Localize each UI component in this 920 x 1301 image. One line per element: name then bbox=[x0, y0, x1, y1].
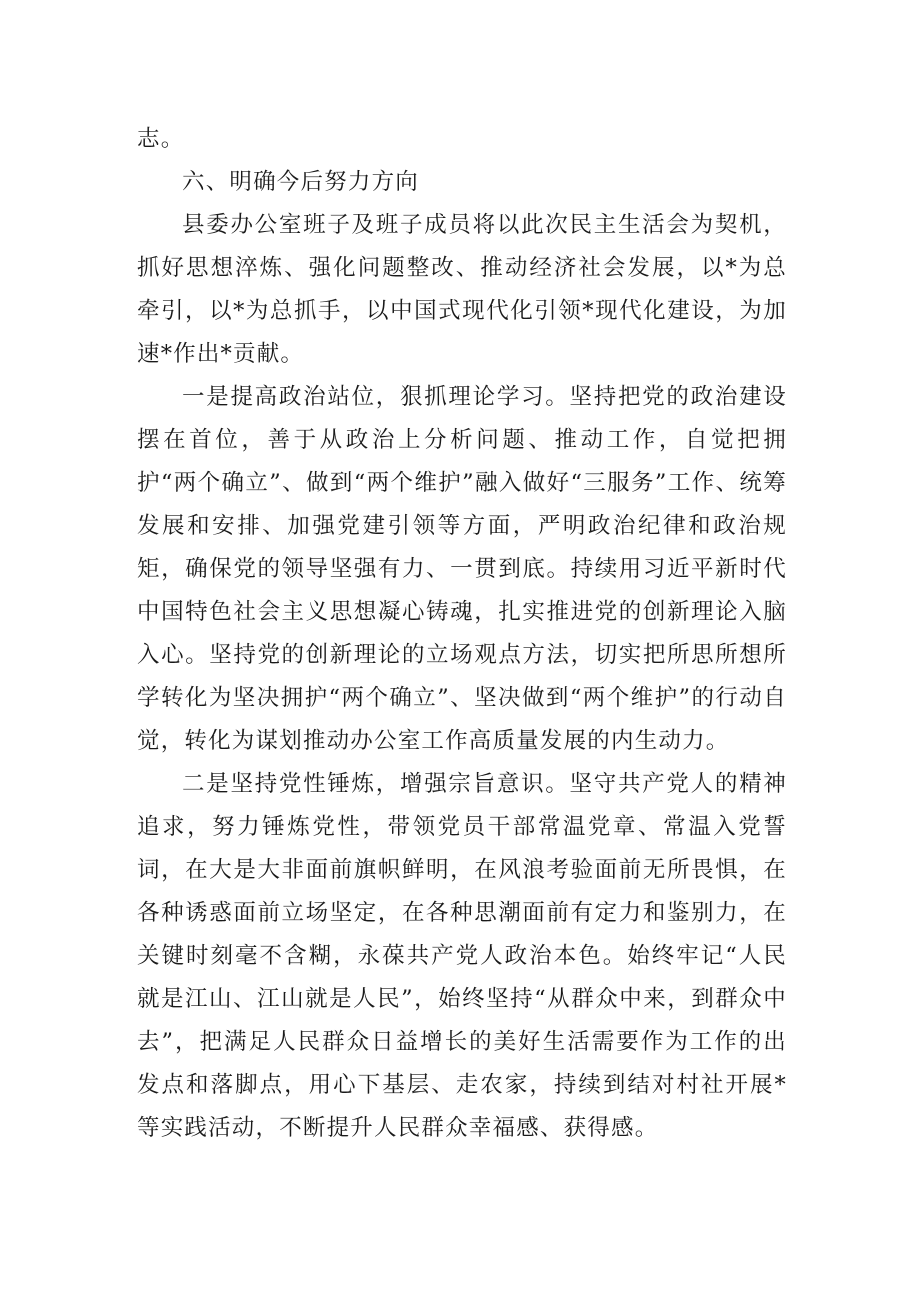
paragraph-intro: 县委办公室班子及班子成员将以此次民主生活会为契机，抓好思想淬炼、强化问题整改、推动经济社会发展，以*为总牵引，以*为总抓手，以中国式现代化引领*现代化建设，为加速*作出*贡献。 bbox=[137, 212, 787, 367]
paragraph-continuation: 志。 bbox=[137, 126, 185, 152]
section-heading: 六、明确今后努力方向 bbox=[182, 169, 420, 195]
paragraph-point-one: 一是提高政治站位，狠抓理论学习。坚持把党的政治建设摆在首位，善于从政治上分析问题、推动工作，自觉把拥护“两个确立”、做到“两个维护”融入做好“三服务”工作、统筹发展和安排、加强党建引领等方面，严明政治纪律和政治规矩，确保党的领导坚强有力、一贯到底。持续用习近平新时代中国特色社会主义思想凝心铸魂，扎实推进党的创新理论入脑入心。坚持党的创新理论的立场观点方法，切实把所思所想所学转化为坚决拥护“两个确立”、坚决做到“两个维护”的行动自觉，转化为谋划推动办公室工作高质量发展的内生动力。 bbox=[137, 384, 787, 754]
paragraph-point-two: 二是坚持党性锤炼，增强宗旨意识。坚守共产党人的精神追求，努力锤炼党性，带领党员干部常温党章、常温入党誓词，在大是大非面前旗帜鲜明，在风浪考验面前无所畏惧，在各种诱惑面前立场坚定，在各种思潮面前有定力和鉴别力，在关键时刻毫不含糊，永葆共产党人政治本色。始终牢记“人民就是江山、江山就是人民”，始终坚持“从群众中来，到群众中去”，把满足人民群众日益增长的美好生活需要作为工作的出发点和落脚点，用心下基层、走农家，持续到结对村社开展*等实践活动，不断提升人民群众幸福感、获得感。 bbox=[137, 771, 787, 1141]
document-body bbox=[137, 118, 787, 1150]
